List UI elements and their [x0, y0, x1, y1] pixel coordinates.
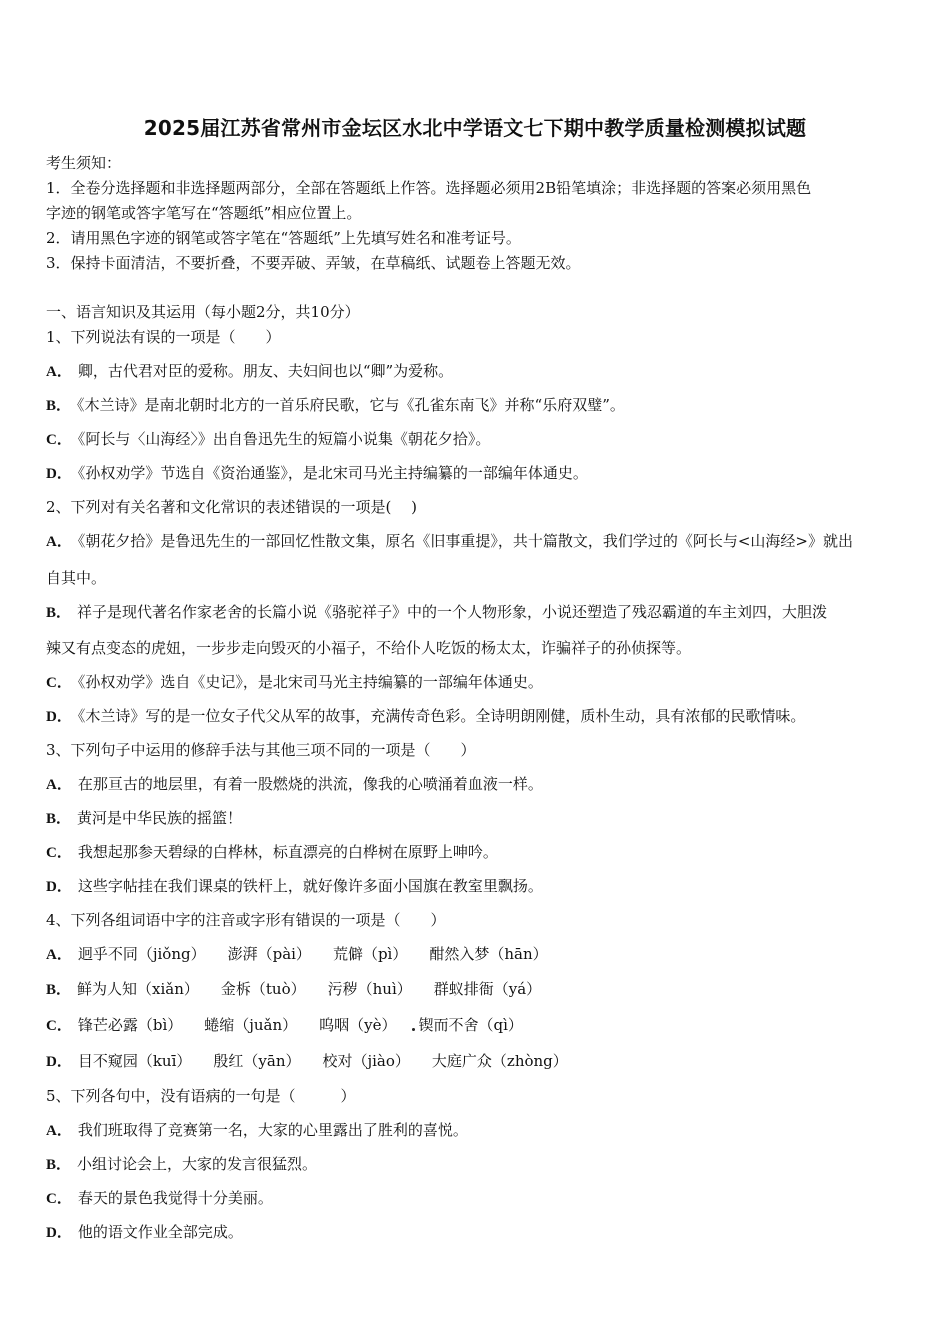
question-stem: 4、下列各组词语中字的注音或字形有错误的一项是（ ） — [46, 911, 446, 929]
option-text: 《木兰诗》是南北朝时北方的一首乐府民歌，它与《孔雀东南飞》并称“乐府双璧”。 — [77, 396, 625, 414]
option-letter: C． — [46, 432, 72, 448]
option-letter: B． — [46, 605, 72, 621]
option-letter: A． — [46, 534, 72, 550]
option-text: 祥子是现代著名作家老舍的长篇小说《骆驼祥子》中的一个人物形象，小说还塑造了残忍霸道的车主刘四，大胆泼 — [77, 603, 828, 621]
question-stem: 1、下列说法有误的一项是（ ） — [46, 328, 281, 346]
option-d — [46, 1221, 243, 1242]
option-text: 《朝花夕拾》是鲁迅先生的一部回忆性散文集，原名《旧事重提》，共十篇散文，我们学过的《阿长与<山海经>》就出 — [77, 532, 853, 550]
notice-item: 2．请用黑色字迹的钢笔或答字笔在“答题纸”上先填写姓名和准考证号。 — [46, 229, 521, 247]
option-text: 在那亘古的地层里，有着一股燃烧的洪流，像我的心喷涌着血液一样。 — [77, 775, 543, 793]
option-letter: D． — [46, 709, 72, 725]
notice-item: 字迹的钢笔或答字笔写在“答题纸”相应位置上。 — [46, 204, 362, 222]
option-letter: B． — [46, 1157, 72, 1173]
option-letter: C． — [46, 1191, 72, 1207]
option-text: 小组讨论会上，大家的发言很猛烈。 — [77, 1155, 318, 1173]
option-c — [46, 428, 490, 449]
option-text: 他的语文作业全部完成。 — [77, 1223, 243, 1241]
option-letter: B． — [46, 811, 72, 827]
option-letter: C． — [46, 845, 72, 861]
word-item: 群蚁排衙（yá） — [433, 980, 542, 998]
option-a — [46, 360, 453, 381]
option-text: 我想起那参天碧绿的白桦林，标直漂亮的白桦树在原野上呻吟。 — [77, 843, 498, 861]
option-letter: A． — [46, 777, 72, 793]
section-heading: 一、语言知识及其运用（每小题2分，共10分） — [46, 303, 360, 321]
notice-item: 3．保持卡面清洁，不要折叠，不要弄破、弄皱，在草稿纸、试题卷上答题无效。 — [46, 254, 581, 272]
option-b — [46, 1153, 317, 1174]
option-text: 我们班取得了竞赛第一名，大家的心里露出了胜利的喜悦。 — [77, 1121, 468, 1139]
option-c — [46, 1014, 545, 1035]
word-item: 金柝（tuò） — [220, 980, 306, 998]
word-item: 目不窥园（kuī） — [77, 1052, 192, 1070]
option-letter: D． — [46, 466, 72, 482]
question-stem: 3、下列句子中运用的修辞手法与其他三项不同的一项是（ ） — [46, 741, 476, 759]
option-b — [46, 807, 242, 828]
notice-heading: 考生须知： — [46, 154, 122, 172]
option-text: 《木兰诗》写的是一位女子代父从军的故事，充满传奇色彩。全诗明朗刚健，质朴生动，具有浓郁的民歌情味。 — [77, 707, 806, 725]
option-d — [46, 705, 805, 726]
option-d — [46, 462, 588, 483]
option-letter: A． — [46, 1123, 72, 1139]
option-text: 这些字帖挂在我们课桌的铁杆上，就好像许多面小国旗在教室里飘扬。 — [77, 877, 543, 895]
option-b — [46, 601, 827, 622]
word-item: 迥乎不同（jiǒng） — [77, 945, 206, 963]
option-letter: A． — [46, 947, 72, 963]
notice-item: 1．全卷分选择题和非选择题两部分，全部在答题纸上作答。选择题必须用2B铅笔填涂；非选择题的答案必须用黑色 — [46, 179, 812, 197]
option-c — [46, 841, 498, 862]
option-c — [46, 671, 543, 692]
option-continuation: 自其中。 — [46, 569, 107, 587]
option-letter: D． — [46, 1054, 72, 1070]
emphasis-dot — [412, 1028, 415, 1031]
question-stem: 5、下列各句中，没有语病的一句是（ ） — [46, 1087, 356, 1105]
page-title: 2025届江苏省常州市金坛区水北中学语文七下期中教学质量检测模拟试题 — [143, 116, 807, 140]
word-item: 锋芒必露（bì） — [77, 1016, 183, 1034]
option-letter: C． — [46, 675, 72, 691]
word-item: 锲而不舍（qì） — [418, 1016, 523, 1034]
option-letter: D． — [46, 1225, 72, 1241]
option-d — [46, 875, 543, 896]
option-a — [46, 530, 853, 551]
word-item: 大庭广众（zhòng） — [431, 1052, 568, 1070]
word-item: 鲜为人知（xiǎn） — [77, 980, 199, 998]
option-text: 《孙权劝学》节选自《资治通鉴》，是北宋司马光主持编纂的一部编年体通史。 — [77, 464, 588, 482]
word-item: 荒僻（pì） — [332, 945, 408, 963]
word-item: 蜷缩（juǎn） — [204, 1016, 298, 1034]
option-text: 春天的景色我觉得十分美丽。 — [77, 1189, 273, 1207]
option-text: 《孙权劝学》选自《史记》，是北宋司马光主持编纂的一部编年体通史。 — [77, 673, 543, 691]
option-b — [46, 394, 625, 415]
question-stem: 2、下列对有关名著和文化常识的表述错误的一项是( ) — [46, 498, 418, 516]
option-text: 卿，古代君对臣的爱称。朋友、夫妇间也以“卿”为爱称。 — [77, 362, 454, 380]
option-d — [46, 1050, 590, 1071]
word-item: 污秽（huì） — [327, 980, 412, 998]
option-letter: C． — [46, 1018, 72, 1034]
option-a — [46, 1119, 468, 1140]
word-item: 呜咽（yè） — [319, 1016, 397, 1034]
option-text: 黄河是中华民族的摇篮！ — [77, 809, 243, 827]
option-letter: D． — [46, 879, 72, 895]
word-item: 殷红（yān） — [213, 1052, 301, 1070]
option-letter: B． — [46, 982, 72, 998]
word-item: 澎湃（pài） — [227, 945, 311, 963]
option-a — [46, 943, 570, 964]
option-a — [46, 773, 543, 794]
option-letter: B． — [46, 398, 72, 414]
option-text: 《阿长与〈山海经〉》出自鲁迅先生的短篇小说集《朝花夕拾》。 — [77, 430, 491, 448]
option-b — [46, 978, 563, 999]
word-item: 酣然入梦（hān） — [429, 945, 548, 963]
word-item: 校对（jiào） — [322, 1052, 410, 1070]
option-c — [46, 1187, 273, 1208]
option-letter: A． — [46, 364, 72, 380]
option-continuation: 辣又有点变态的虎妞，一步步走向毁灭的小福子，不给仆人吃饭的杨太太，诈骗祥子的孙侦探等。 — [46, 639, 692, 657]
